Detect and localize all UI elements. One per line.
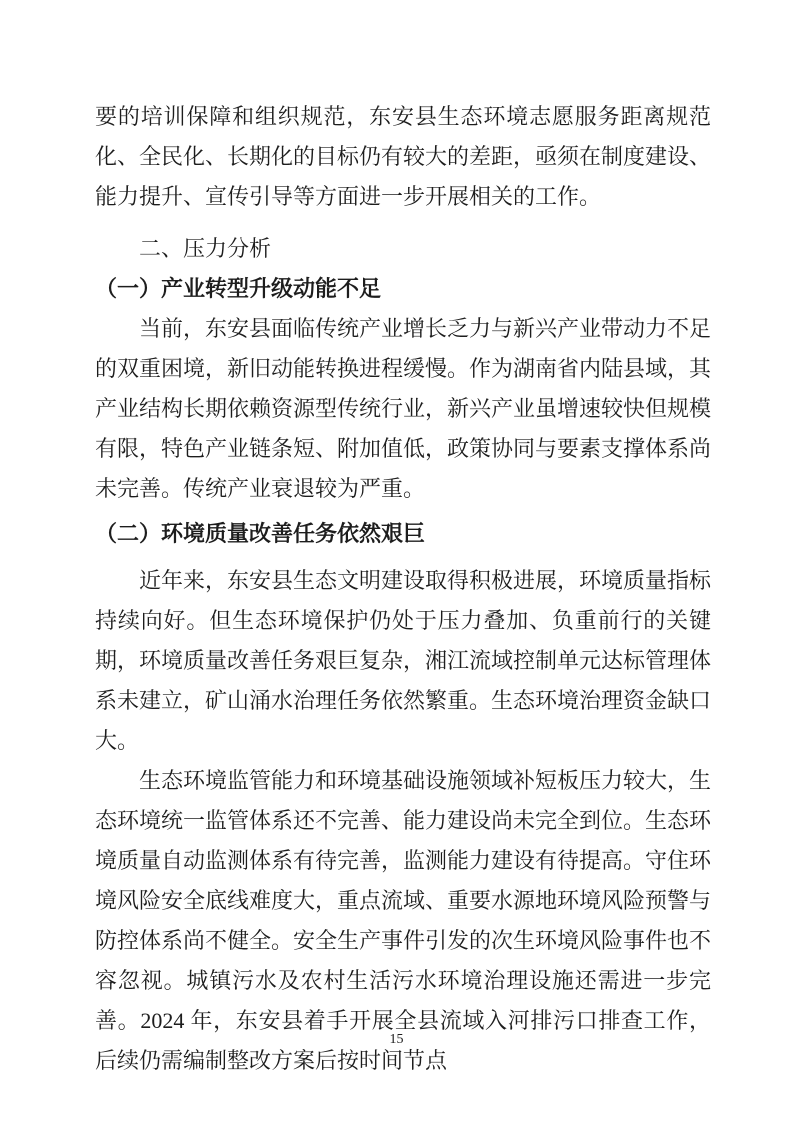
page-number: 15 [389, 1032, 404, 1047]
subsection-1-heading: （一）产业转型升级动能不足 [95, 276, 382, 301]
subsection-2-paragraph-1: 近年来，东安县生态文明建设取得积极进展，环境质量指标持续向好。但生态环境保护仍处于压力叠加、负重前行的关键期，环境质量改善任务艰巨复杂，湘江流域控制单元达标管理体系未建立，矿山涌水治理任务依然繁重。生态环境治理资金缺口大。 [95, 568, 712, 753]
subsection-2-heading: （二）环境质量改善任务依然艰巨 [95, 521, 426, 546]
section-heading-pressure-analysis: 二、压力分析 [139, 236, 272, 261]
intro-paragraph: 要的培训保障和组织规范，东安县生态环境志愿服务距离规范化、全民化、长期化的目标仍有较大的差距，亟须在制度建设、能力提升、宣传引导等方面进一步开展相关的工作。 [95, 104, 712, 209]
subsection-1-paragraph: 当前，东安县面临传统产业增长乏力与新兴产业带动力不足的双重困境，新旧动能转换进程缓慢。作为湖南省内陆县域，其产业结构长期依赖资源型传统行业，新兴产业虽增速较快但规模有限，特色产业链条短、附加值低，政策协同与要素支撑体系尚未完善。传统产业衰退较为严重。 [95, 316, 712, 501]
subsection-2-paragraph-2: 生态环境监管能力和环境基础设施领域补短板压力较大，生态环境统一监管体系还不完善、能力建设尚未完全到位。生态环境质量自动监测体系有待完善，监测能力建设有待提高。守住环境风险安全底线难度大，重点流域、重要水源地环境风险预警与防控体系尚不健全。安全生产事件引发的次生环境风险事件也不容忽视。城镇污水及农村生活污水环境治理设施还需进一步完善。2024 年，东安县着手开展全县流域入河排污口排查工作，后续仍需编制整改方案后按时间节点 [95, 768, 712, 1073]
document-content [95, 97, 711, 1081]
